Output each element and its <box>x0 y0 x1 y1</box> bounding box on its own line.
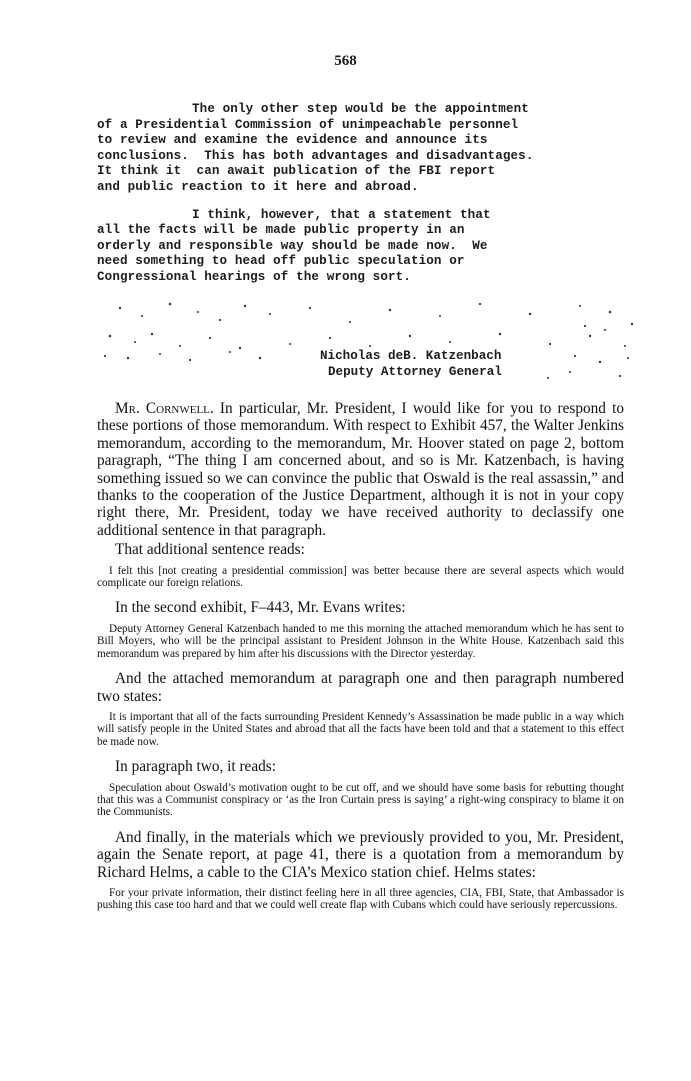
block-quote: For your private information, their distinct feeling here in all three agencies, CIA, FBI, State, that Ambassador is pushing this case too hard and that we could well create flap with Cubans which could have seriously repercussions. <box>97 886 624 912</box>
signature-name: Nicholas deB. Katzenbach <box>320 349 502 363</box>
memo-line: conclusions. This has both advantages and disadvantages. <box>97 148 534 163</box>
memo-line: all the facts will be made public property in an <box>97 223 465 238</box>
signature-title: Deputy Attorney General <box>328 365 502 379</box>
paragraph <box>97 400 624 539</box>
memo-line: and public reaction to it here and abroad. <box>97 179 419 194</box>
typewritten-memo-excerpt <box>97 102 637 286</box>
memo-line: Congressional hearings of the wrong sort. <box>97 269 411 284</box>
memo-signature-block <box>320 348 502 380</box>
memo-line: need something to head off public speculation or <box>97 254 465 269</box>
block-quote: I felt this [not creating a presidential commission] was better because there are several aspects which would complicate our foreign relations. <box>97 564 624 590</box>
transcript-body <box>97 400 624 922</box>
paragraph: And finally, in the materials which we previously provided to you, Mr. President, again the Senate report, at page 41, there is a quotation from a memorandum by Richard Helms, a cable to the CIA’s Mexico station chief. Helms states: <box>97 828 624 881</box>
memo-line: The only other step would be the appointment <box>192 102 529 116</box>
speaker-name: Mr. Cornwell. <box>115 400 214 417</box>
memo-line: orderly and responsible way should be made now. We <box>97 238 488 253</box>
paragraph: In paragraph two, it reads: <box>115 758 276 776</box>
memo-line: I think, however, that a statement that <box>192 207 491 222</box>
paragraph: That additional sentence reads: <box>115 541 305 559</box>
paragraph-text: In particular, Mr. President, I would like for you to respond to these portions of those memorandum. With respect to Exhibit 457, the Walter Jenkins memorandum, according to the memorandum, Mr. Hoover stated on page 2, bottom paragraph, “The thing I am concerned about, and so is Mr. Katzenbach, is having something issued so we can convince the public that Oswald is the real assassin,” and thanks to the cooperation of the Justice Department, although it is not in your copy right there, Mr. President, today we have received authority to declassify one additional sentence in that paragraph. <box>97 400 624 539</box>
page-number: 568 <box>334 53 357 69</box>
paragraph: In the second exhibit, F–443, Mr. Evans writes: <box>115 599 406 617</box>
block-quote: It is important that all of the facts surrounding President Kennedy’s Assassination be made public in a way which will satisfy people in the United States and abroad that all the facts have been told and that a statement to this effect be made now. <box>97 710 624 748</box>
block-quote: Speculation about Oswald’s motivation ought to be cut off, and we should have some basis for rebutting thought that this was a Communist conspiracy or ‘as the Iron Curtain press is saying’ a right-wing conspiracy to blame it on the Communists. <box>97 781 624 819</box>
memo-line: of a Presidential Commission of unimpeachable personnel <box>97 117 519 132</box>
memo-line: It think it can await publication of the FBI report <box>97 164 496 179</box>
paragraph: And the attached memorandum at paragraph one and then paragraph numbered two states: <box>97 670 624 705</box>
memo-line: to review and examine the evidence and announce its <box>97 133 488 148</box>
block-quote: Deputy Attorney General Katzenbach handed to me this morning the attached memorandum which he has sent to Bill Moyers, who will be the principal assistant to President Johnson in the White House. Katzenbach said this memorandum was prepared by him after his discussions with the Director yesterday. <box>97 622 624 660</box>
